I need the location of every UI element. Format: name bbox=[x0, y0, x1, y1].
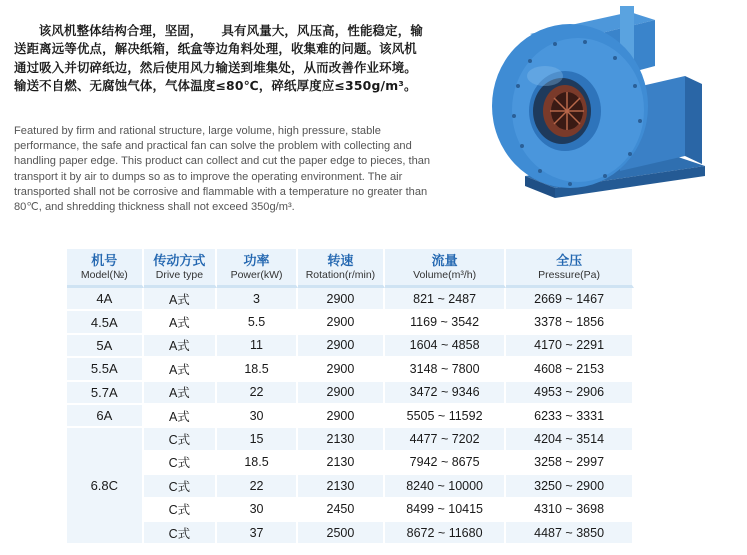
cell-power: 30 bbox=[217, 405, 298, 428]
cell-model: 6A bbox=[67, 405, 144, 428]
cell-model: 5A bbox=[67, 335, 144, 358]
table-row bbox=[67, 288, 634, 311]
cell-pressure: 4310 ~ 3698 bbox=[506, 499, 634, 522]
cell-drive: A式 bbox=[144, 382, 218, 405]
header-rotation: 转速 Rotation(r/min) bbox=[298, 249, 385, 288]
cell-rotation: 2500 bbox=[298, 522, 385, 545]
centrifugal-fan-image bbox=[470, 6, 730, 226]
cell-power: 18.5 bbox=[217, 358, 298, 381]
table-row bbox=[67, 311, 634, 334]
cell-rotation: 2900 bbox=[298, 335, 385, 358]
cell-pressure: 4608 ~ 2153 bbox=[506, 358, 634, 381]
cell-pressure: 3378 ~ 1856 bbox=[506, 311, 634, 334]
table-row bbox=[67, 358, 634, 381]
cell-drive: A式 bbox=[144, 405, 218, 428]
header-pressure: 全压 Pressure(Pa) bbox=[506, 249, 634, 288]
cell-volume: 8499 ~ 10415 bbox=[385, 499, 506, 522]
cell-volume: 5505 ~ 11592 bbox=[385, 405, 506, 428]
cell-power: 22 bbox=[217, 382, 298, 405]
fan-illustration bbox=[470, 6, 730, 226]
cell-pressure: 4487 ~ 3850 bbox=[506, 522, 634, 545]
cell-rotation: 2900 bbox=[298, 405, 385, 428]
cell-drive: C式 bbox=[144, 499, 218, 522]
cell-rotation: 2900 bbox=[298, 382, 385, 405]
cell-power: 11 bbox=[217, 335, 298, 358]
cell-power: 18.5 bbox=[217, 452, 298, 475]
english-description: Featured by firm and rational structure, large volume, high pressure, stable performance, the safe and practical fan can solve the problem with collecting and handling paper edge. This product can collect and cut the paper edge to pieces, than transport it by air to dumps so as to improve the operating environment. The air transported shall not be corrosive and flammable with a temperature no greater than 80℃, and shredding thickness shall not exceed 350g/m³. bbox=[14, 125, 431, 214]
header-volume: 流量 Volume(m³/h) bbox=[385, 249, 506, 288]
header-model: 机号 Model(№) bbox=[67, 249, 144, 288]
cell-power: 22 bbox=[217, 475, 298, 498]
table-row bbox=[67, 335, 634, 358]
table-row bbox=[67, 428, 634, 451]
cell-volume: 1169 ~ 3542 bbox=[385, 311, 506, 334]
cell-drive: C式 bbox=[144, 452, 218, 475]
cell-volume: 8672 ~ 11680 bbox=[385, 522, 506, 545]
cell-rotation: 2900 bbox=[298, 288, 385, 311]
cell-volume: 3148 ~ 7800 bbox=[385, 358, 506, 381]
cell-drive: C式 bbox=[144, 428, 218, 451]
cell-pressure: 2669 ~ 1467 bbox=[506, 288, 634, 311]
cell-drive: A式 bbox=[144, 335, 218, 358]
cell-power: 3 bbox=[217, 288, 298, 311]
header-power: 功率 Power(kW) bbox=[217, 249, 298, 288]
table-row bbox=[67, 405, 634, 428]
spec-table bbox=[67, 249, 634, 545]
cell-rotation: 2900 bbox=[298, 311, 385, 334]
cell-pressure: 4204 ~ 3514 bbox=[506, 428, 634, 451]
table-row bbox=[67, 452, 634, 475]
cell-rotation: 2900 bbox=[298, 358, 385, 381]
cell-model: 5.5A bbox=[67, 358, 144, 381]
cell-power: 5.5 bbox=[217, 311, 298, 334]
cell-pressure: 4953 ~ 2906 bbox=[506, 382, 634, 405]
table-row bbox=[67, 382, 634, 405]
table-row bbox=[67, 499, 634, 522]
cell-volume: 3472 ~ 9346 bbox=[385, 382, 506, 405]
table-header-row bbox=[67, 249, 634, 288]
chinese-description: 该风机整体结构合理，坚固， 具有风量大，风压高，性能稳定，输送距离远等优点，解决纸箱，纸盒等边角料处理，收集难的问题。该风机通过吸入并切碎纸边，然后使用风力输送到堆集处，从而改善作业环境。输送不自燃、无腐蚀气体，气体温度≤80℃，碎纸厚度应≤350g/m³。 bbox=[14, 23, 423, 94]
cell-model: 4.5A bbox=[67, 311, 144, 334]
cell-power: 37 bbox=[217, 522, 298, 545]
cell-drive: C式 bbox=[144, 522, 218, 545]
cell-drive: C式 bbox=[144, 475, 218, 498]
cell-pressure: 3250 ~ 2900 bbox=[506, 475, 634, 498]
cell-power: 15 bbox=[217, 428, 298, 451]
cell-pressure: 6233 ~ 3331 bbox=[506, 405, 634, 428]
cell-pressure: 3258 ~ 2997 bbox=[506, 452, 634, 475]
cell-pressure: 4170 ~ 2291 bbox=[506, 335, 634, 358]
header-drive-type: 传动方式 Drive type bbox=[144, 249, 218, 288]
table-row bbox=[67, 522, 634, 545]
cell-model: 4A bbox=[67, 288, 144, 311]
cell-volume: 4477 ~ 7202 bbox=[385, 428, 506, 451]
table-row bbox=[67, 475, 634, 498]
cell-volume: 7942 ~ 8675 bbox=[385, 452, 506, 475]
cell-model-merged: 6.8C bbox=[67, 428, 144, 545]
cell-rotation: 2130 bbox=[298, 428, 385, 451]
cell-drive: A式 bbox=[144, 288, 218, 311]
cell-volume: 1604 ~ 4858 bbox=[385, 335, 506, 358]
cell-drive: A式 bbox=[144, 358, 218, 381]
cell-power: 30 bbox=[217, 499, 298, 522]
cell-rotation: 2450 bbox=[298, 499, 385, 522]
cell-rotation: 2130 bbox=[298, 452, 385, 475]
cell-model: 5.7A bbox=[67, 382, 144, 405]
cell-rotation: 2130 bbox=[298, 475, 385, 498]
cell-volume: 8240 ~ 10000 bbox=[385, 475, 506, 498]
cell-volume: 821 ~ 2487 bbox=[385, 288, 506, 311]
cell-drive: A式 bbox=[144, 311, 218, 334]
